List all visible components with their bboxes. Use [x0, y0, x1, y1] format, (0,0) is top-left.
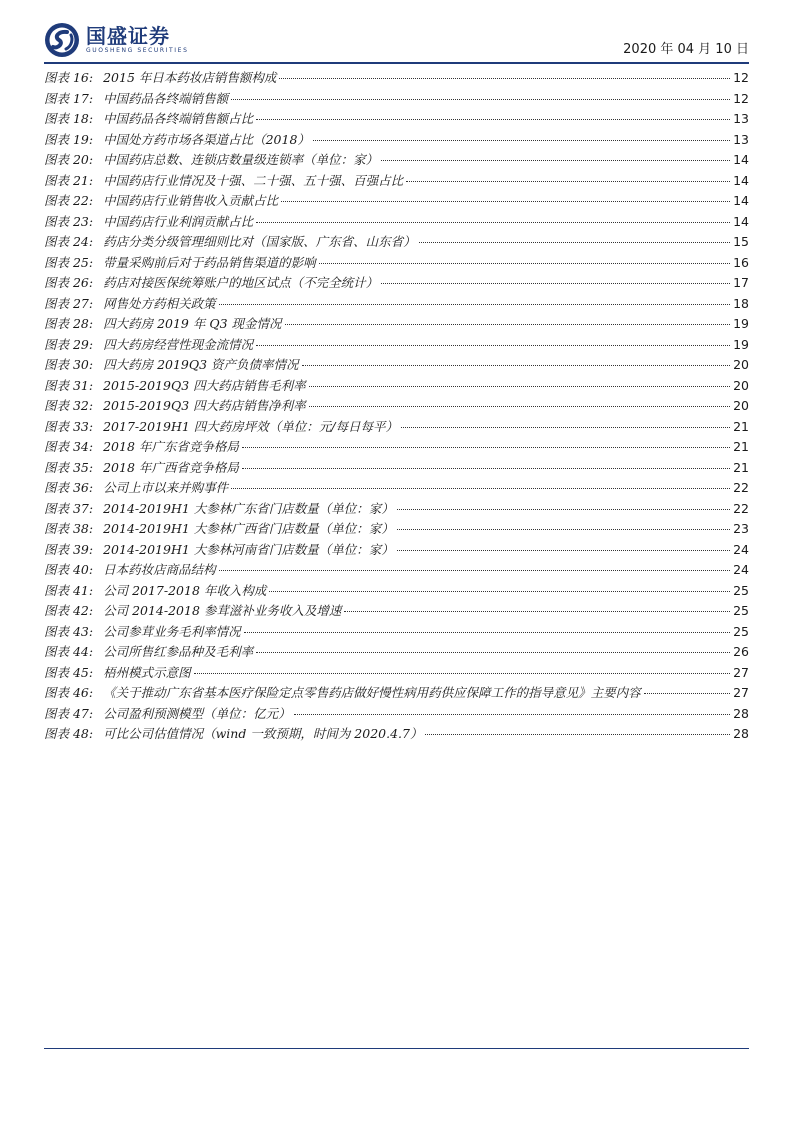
dot-leader [281, 201, 730, 202]
toc-entry[interactable] [44, 704, 749, 725]
page-number: 20 [733, 357, 749, 372]
toc-entry[interactable] [44, 171, 749, 192]
toc-entry[interactable] [44, 273, 749, 294]
figure-title: 中国药店总数、连锁店数量级连锁率（单位：家） [103, 152, 379, 167]
dot-leader [344, 611, 730, 612]
figure-title: 四大药房经营性现金流情况 [103, 336, 254, 352]
figure-number: 图表 26: [44, 275, 94, 290]
figure-title: 2015 年日本药妆店销售额构成 [103, 70, 277, 85]
figure-number: 图表 18: [44, 111, 94, 126]
page-number: 14 [733, 172, 749, 188]
dot-leader [397, 550, 730, 551]
dot-leader [381, 283, 730, 284]
page-number: 27 [733, 664, 749, 680]
page-number: 21 [733, 418, 749, 434]
figure-title: 2015-2019Q3 四大药店销售毛利率 [103, 377, 306, 393]
toc-entry[interactable] [44, 683, 749, 704]
toc-entry[interactable] [44, 437, 749, 458]
toc-entry[interactable] [44, 560, 749, 581]
toc-entry[interactable] [44, 212, 749, 233]
figure-number: 图表 35: [44, 459, 94, 475]
header-divider [44, 62, 749, 64]
page-number: 20 [733, 377, 749, 393]
logo-emblem-icon [44, 22, 80, 58]
toc-entry[interactable] [44, 150, 749, 171]
page-number: 26 [733, 644, 749, 659]
figure-title: 四大药房 2019 年 Q3 现金情况 [103, 316, 282, 331]
page-number: 25 [733, 623, 749, 639]
toc-entry[interactable] [44, 499, 749, 520]
figure-title: 可比公司估值情况（wind 一致预期，时间为 2020.4.7） [103, 726, 423, 741]
figure-number: 图表 28: [44, 316, 94, 331]
figure-title: 四大药房 2019Q3 资产负债率情况 [103, 357, 299, 372]
toc-entry[interactable] [44, 396, 749, 417]
figure-title: 《关于推动广东省基本医疗保险定点零售药店做好慢性病用药供应保障工作的指导意见》主要内容 [103, 685, 641, 700]
toc-entry[interactable] [44, 478, 749, 499]
page-number: 18 [733, 295, 749, 311]
figure-number: 图表 24: [44, 234, 94, 249]
figure-title: 网售处方药相关政策 [103, 295, 216, 311]
page-number: 14 [733, 213, 749, 229]
figure-title: 2015-2019Q3 四大药店销售净利率 [103, 398, 306, 413]
figure-number: 图表 20: [44, 152, 94, 167]
page-number: 12 [733, 90, 749, 106]
logo-english-name: GUOSHENG SECURITIES [86, 47, 189, 54]
figure-title: 中国处方药市场各渠道占比（2018） [103, 131, 310, 147]
dot-leader [401, 427, 730, 428]
toc-entry[interactable] [44, 253, 749, 274]
figure-number: 图表 22: [44, 193, 94, 208]
dot-leader [279, 78, 730, 79]
dot-leader [313, 140, 730, 141]
figure-number: 图表 37: [44, 500, 94, 516]
figure-number: 图表 42: [44, 603, 94, 618]
figure-title: 公司 2014-2018 参茸滋补业务收入及增速 [103, 603, 342, 618]
toc-entry[interactable] [44, 335, 749, 356]
dot-leader [406, 181, 730, 182]
toc-entry[interactable] [44, 540, 749, 561]
figure-number: 图表 47: [44, 705, 94, 721]
figure-number: 图表 23: [44, 213, 94, 229]
figure-title: 2014-2019H1 大参林河南省门店数量（单位：家） [103, 541, 394, 557]
figure-number: 图表 39: [44, 541, 94, 557]
figure-title: 中国药品各终端销售额 [103, 90, 229, 106]
figure-title: 2018 年广东省竞争格局 [103, 439, 239, 454]
dot-leader [256, 222, 730, 223]
figure-number: 图表 45: [44, 664, 94, 680]
figure-title: 公司参茸业务毛利率情况 [103, 623, 241, 639]
figure-title: 日本药妆店商品结构 [103, 562, 216, 577]
dot-leader [244, 632, 730, 633]
page-number: 27 [733, 685, 749, 700]
figure-title: 公司 2017-2018 年收入构成 [103, 582, 267, 598]
dot-leader [242, 447, 730, 448]
figure-title: 2018 年广西省竞争格局 [103, 459, 239, 475]
figure-title: 中国药店行业情况及十强、二十强、五十强、百强占比 [103, 172, 404, 188]
dot-leader [302, 365, 731, 366]
page-number: 14 [733, 193, 749, 208]
figure-title: 梧州模式示意图 [103, 664, 191, 680]
figure-number: 图表 41: [44, 582, 94, 598]
figure-number: 图表 44: [44, 644, 94, 659]
figure-number: 图表 17: [44, 90, 94, 106]
toc-entry[interactable] [44, 458, 749, 479]
page-number: 28 [733, 705, 749, 721]
page-number: 12 [733, 70, 749, 85]
toc-entry[interactable] [44, 601, 749, 622]
toc-entry[interactable] [44, 232, 749, 253]
toc-entry[interactable] [44, 581, 749, 602]
figure-list [44, 68, 749, 745]
dot-leader [294, 714, 730, 715]
figure-number: 图表 33: [44, 418, 94, 434]
toc-entry[interactable] [44, 355, 749, 376]
dot-leader [309, 406, 730, 407]
page-number: 22 [733, 480, 749, 495]
page-number: 17 [733, 275, 749, 290]
figure-title: 中国药店行业利润贡献占比 [103, 213, 254, 229]
page-number: 20 [733, 398, 749, 413]
dot-leader [231, 99, 730, 100]
page-number: 15 [733, 234, 749, 249]
toc-entry[interactable] [44, 130, 749, 151]
dot-leader [219, 570, 730, 571]
page-number: 24 [733, 541, 749, 557]
figure-title: 药店对接医保统筹账户的地区试点（不完全统计） [103, 275, 379, 290]
page-number: 21 [733, 459, 749, 475]
page-number: 24 [733, 562, 749, 577]
page-number: 28 [733, 726, 749, 741]
page-number: 13 [733, 131, 749, 147]
figure-number: 图表 48: [44, 726, 94, 741]
toc-entry[interactable] [44, 417, 749, 438]
figure-number: 图表 40: [44, 562, 94, 577]
dot-leader [309, 386, 730, 387]
toc-entry[interactable] [44, 191, 749, 212]
figure-number: 图表 46: [44, 685, 94, 700]
page-number: 23 [733, 521, 749, 536]
figure-title: 公司上市以来并购事件 [103, 480, 229, 495]
dot-leader [219, 304, 730, 305]
figure-title: 2014-2019H1 大参林广西省门店数量（单位：家） [103, 521, 394, 536]
report-date: 2020 年 04 月 10 日 [623, 42, 749, 57]
page-number: 19 [733, 316, 749, 331]
dot-leader [194, 673, 730, 674]
logo-name: 国盛证券 [86, 24, 170, 48]
dot-leader [381, 160, 730, 161]
toc-entry[interactable] [44, 68, 749, 89]
dot-leader [285, 324, 731, 325]
toc-entry[interactable] [44, 314, 749, 335]
figure-title: 2014-2019H1 大参林广东省门店数量（单位：家） [103, 500, 394, 516]
toc-entry[interactable] [44, 294, 749, 315]
page-number: 25 [733, 582, 749, 598]
dot-leader [256, 345, 730, 346]
figure-title: 2017-2019H1 四大药房坪效（单位：元/每日每平） [103, 418, 398, 434]
page-number: 16 [733, 254, 749, 270]
toc-entry[interactable] [44, 724, 749, 745]
figure-number: 图表 29: [44, 336, 94, 352]
figure-title: 中国药品各终端销售额占比 [103, 111, 254, 126]
toc-entry[interactable] [44, 622, 749, 643]
figure-number: 图表 19: [44, 131, 94, 147]
dot-leader [397, 529, 730, 530]
toc-entry[interactable] [44, 519, 749, 540]
toc-entry[interactable] [44, 376, 749, 397]
page-number: 25 [733, 603, 749, 618]
page-number: 14 [733, 152, 749, 167]
page-number: 13 [733, 111, 749, 126]
figure-number: 图表 34: [44, 439, 94, 454]
figure-number: 图表 36: [44, 480, 94, 495]
page-number: 19 [733, 336, 749, 352]
page-header [44, 20, 749, 62]
footer-divider [44, 1048, 749, 1049]
figure-number: 图表 16: [44, 70, 94, 85]
dot-leader [319, 263, 730, 264]
figure-number: 图表 32: [44, 398, 94, 413]
figure-number: 图表 25: [44, 254, 94, 270]
dot-leader [397, 509, 730, 510]
toc-entry[interactable] [44, 109, 749, 130]
toc-entry[interactable] [44, 642, 749, 663]
figure-number: 图表 31: [44, 377, 94, 393]
dot-leader [644, 693, 730, 694]
company-logo [44, 20, 188, 60]
dot-leader [242, 468, 730, 469]
figure-title: 公司所售红参品种及毛利率 [103, 644, 254, 659]
figure-title: 带量采购前后对于药品销售渠道的影响 [103, 254, 316, 270]
page-number: 21 [733, 439, 749, 454]
figure-title: 中国药店行业销售收入贡献占比 [103, 193, 279, 208]
figure-number: 图表 21: [44, 172, 94, 188]
figure-title: 药店分类分级管理细则比对（国家版、广东省、山东省） [103, 234, 416, 249]
figure-number: 图表 30: [44, 357, 94, 372]
dot-leader [231, 488, 730, 489]
figure-number: 图表 38: [44, 521, 94, 536]
dot-leader [269, 591, 730, 592]
toc-entry[interactable] [44, 663, 749, 684]
figure-number: 图表 43: [44, 623, 94, 639]
dot-leader [256, 652, 730, 653]
dot-leader [425, 734, 730, 735]
toc-entry[interactable] [44, 89, 749, 110]
dot-leader [256, 119, 730, 120]
dot-leader [419, 242, 730, 243]
figure-title: 公司盈利预测模型（单位：亿元） [103, 705, 291, 721]
figure-number: 图表 27: [44, 295, 94, 311]
page-number: 22 [733, 500, 749, 516]
